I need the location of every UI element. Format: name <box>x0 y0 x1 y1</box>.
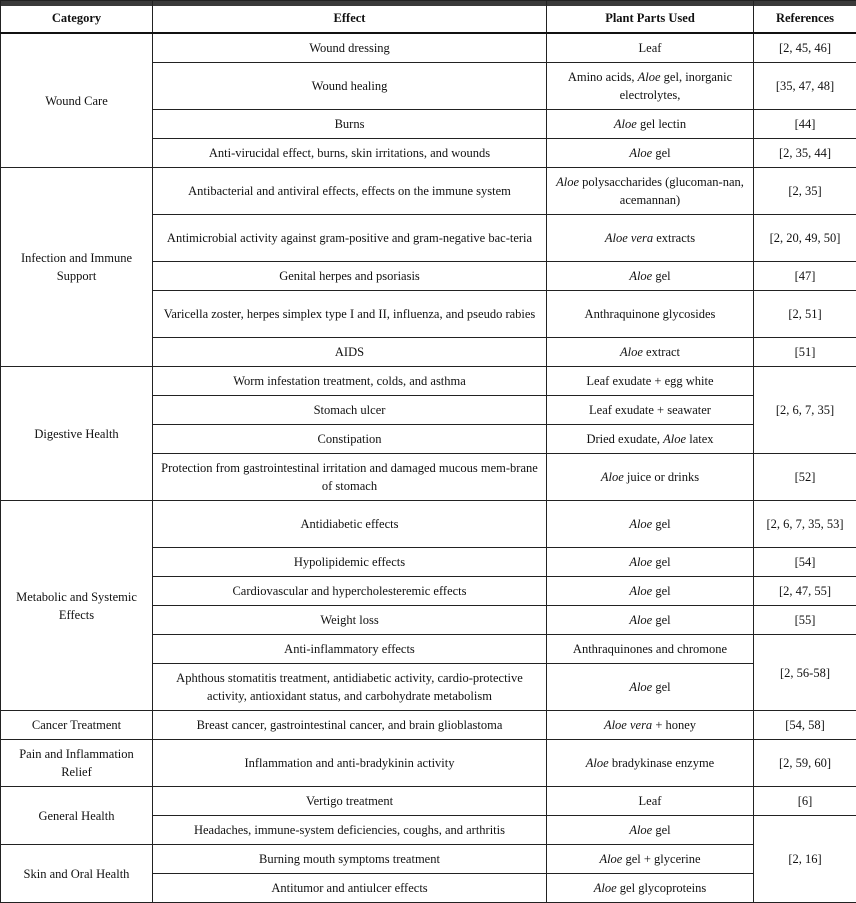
parts-cell: Aloe gel <box>547 577 754 606</box>
effect-cell: Antitumor and antiulcer effects <box>153 874 547 903</box>
header-plant-parts: Plant Parts Used <box>547 1 754 34</box>
table-row <box>1 711 856 740</box>
parts-cell: Dried exudate, Aloe latex <box>547 425 754 454</box>
ref-cell: [2, 47, 55] <box>754 577 856 606</box>
parts-cell: Aloe juice or drinks <box>547 454 754 501</box>
parts-cell: Aloe gel + glycerine <box>547 845 754 874</box>
parts-cell: Aloe bradykinase enzyme <box>547 740 754 787</box>
parts-cell: Aloe gel <box>547 606 754 635</box>
effect-cell: Constipation <box>153 425 547 454</box>
parts-cell: Leaf <box>547 33 754 63</box>
parts-cell: Aloe gel lectin <box>547 110 754 139</box>
ref-cell: [2, 51] <box>754 291 856 338</box>
effect-cell: Headaches, immune-system deficiencies, coughs, and arthritis <box>153 816 547 845</box>
parts-cell: Aloe gel <box>547 664 754 711</box>
ref-cell: [54] <box>754 548 856 577</box>
effect-cell: Cardiovascular and hypercholesteremic effects <box>153 577 547 606</box>
effect-cell: Inflammation and anti-bradykinin activity <box>153 740 547 787</box>
parts-cell: Anthraquinone glycosides <box>547 291 754 338</box>
effect-cell: Protection from gastrointestinal irritation and damaged mucous mem-brane of stomach <box>153 454 547 501</box>
effect-cell: Breast cancer, gastrointestinal cancer, and brain glioblastoma <box>153 711 547 740</box>
effect-cell: Wound healing <box>153 63 547 110</box>
ref-cell: [2, 6, 7, 35] <box>754 367 856 454</box>
ref-cell: [44] <box>754 110 856 139</box>
parts-cell: Aloe gel <box>547 548 754 577</box>
table-row <box>1 168 856 215</box>
table-row <box>1 845 856 874</box>
parts-cell: Aloe gel glycoproteins <box>547 874 754 903</box>
effect-cell: Genital herpes and psoriasis <box>153 262 547 291</box>
effect-cell: Vertigo treatment <box>153 787 547 816</box>
ref-cell: [55] <box>754 606 856 635</box>
effect-cell: Stomach ulcer <box>153 396 547 425</box>
ref-cell: [2, 35, 44] <box>754 139 856 168</box>
ref-cell: [54, 58] <box>754 711 856 740</box>
ref-cell: [2, 45, 46] <box>754 33 856 63</box>
parts-cell: Aloe polysaccharides (glucoman-nan, acemannan) <box>547 168 754 215</box>
category-cell: Digestive Health <box>1 367 153 501</box>
effect-cell: Burns <box>153 110 547 139</box>
header-references: References <box>754 1 856 34</box>
header-effect: Effect <box>153 1 547 34</box>
header-row <box>1 1 856 34</box>
effect-cell: Antidiabetic effects <box>153 501 547 548</box>
ref-cell: [35, 47, 48] <box>754 63 856 110</box>
parts-cell: Aloe gel <box>547 139 754 168</box>
category-cell: Infection and Immune Support <box>1 168 153 367</box>
parts-cell: Aloe gel <box>547 501 754 548</box>
table-row <box>1 367 856 396</box>
effect-cell: Hypolipidemic effects <box>153 548 547 577</box>
category-cell: Wound Care <box>1 33 153 168</box>
parts-cell: Leaf exudate + seawater <box>547 396 754 425</box>
ref-cell: [2, 6, 7, 35, 53] <box>754 501 856 548</box>
header-category: Category <box>1 1 153 34</box>
effect-cell: Worm infestation treatment, colds, and asthma <box>153 367 547 396</box>
parts-cell: Aloe vera extracts <box>547 215 754 262</box>
parts-cell: Leaf <box>547 787 754 816</box>
table-row <box>1 787 856 816</box>
ref-cell: [2, 16] <box>754 816 856 903</box>
parts-cell: Aloe extract <box>547 338 754 367</box>
ref-cell: [2, 20, 49, 50] <box>754 215 856 262</box>
ref-cell: [2, 56-58] <box>754 635 856 711</box>
ref-cell: [47] <box>754 262 856 291</box>
ref-cell: [2, 59, 60] <box>754 740 856 787</box>
table-row <box>1 501 856 548</box>
effect-cell: Antimicrobial activity against gram-positive and gram-negative bac-teria <box>153 215 547 262</box>
ref-cell: [2, 35] <box>754 168 856 215</box>
effect-cell: Anti-inflammatory effects <box>153 635 547 664</box>
effect-cell: Aphthous stomatitis treatment, antidiabetic activity, cardio-protective activity, antioxidant status, and carbohydrate metabolism <box>153 664 547 711</box>
ref-cell: [51] <box>754 338 856 367</box>
effect-cell: Anti-virucidal effect, burns, skin irritations, and wounds <box>153 139 547 168</box>
table-row <box>1 740 856 787</box>
table-row <box>1 33 856 63</box>
effect-cell: Varicella zoster, herpes simplex type I and II, influenza, and pseudo rabies <box>153 291 547 338</box>
parts-cell: Leaf exudate + egg white <box>547 367 754 396</box>
effect-cell: Burning mouth symptoms treatment <box>153 845 547 874</box>
ref-cell: [6] <box>754 787 856 816</box>
ref-cell: [52] <box>754 454 856 501</box>
parts-cell: Aloe gel <box>547 816 754 845</box>
effect-cell: Weight loss <box>153 606 547 635</box>
category-cell: Metabolic and Systemic Effects <box>1 501 153 711</box>
effect-cell: AIDS <box>153 338 547 367</box>
category-cell: General Health <box>1 787 153 845</box>
parts-cell: Amino acids, Aloe gel, inorganic electrolytes, <box>547 63 754 110</box>
category-cell: Cancer Treatment <box>1 711 153 740</box>
parts-cell: Anthraquinones and chromone <box>547 635 754 664</box>
parts-cell: Aloe vera + honey <box>547 711 754 740</box>
effect-cell: Wound dressing <box>153 33 547 63</box>
effect-cell: Antibacterial and antiviral effects, effects on the immune system <box>153 168 547 215</box>
category-cell: Skin and Oral Health <box>1 845 153 903</box>
category-cell: Pain and Inflammation Relief <box>1 740 153 787</box>
parts-cell: Aloe gel <box>547 262 754 291</box>
